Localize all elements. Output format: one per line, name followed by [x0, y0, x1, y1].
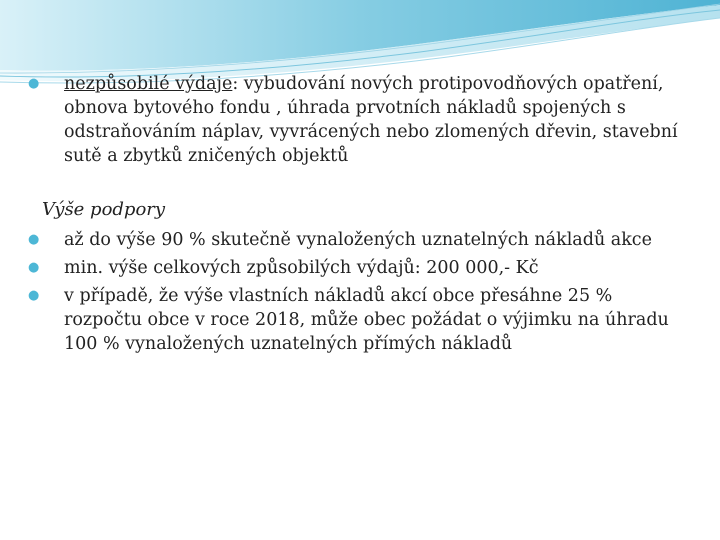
support-bullet-text: min. výše celkových způsobilých výdajů: 200 000,- Kč [64, 258, 539, 278]
support-bullet-3 [22, 284, 690, 356]
bullet-icon: ● [28, 260, 40, 275]
support-bullet-text: v případě, že výše vlastních nákladů akcí obce přesáhne 25 % rozpočtu obce v roce 2018, může obec požádat o výjimku na úhradu 100 % vynaložených uznatelných přímých nákladů [64, 286, 669, 354]
bullet-icon: ● [28, 288, 40, 303]
support-bullet-1 [22, 228, 690, 252]
intro-bullet [22, 72, 690, 168]
bullet-icon: ● [28, 76, 40, 91]
bullet-icon: ● [28, 232, 40, 247]
support-bullet-2 [22, 256, 690, 280]
support-bullet-text: až do výše 90 % skutečně vynaložených uznatelných nákladů akce [64, 230, 652, 250]
lead-term: nezpůsobilé výdaje [64, 74, 233, 94]
section-heading: Výše podpory [42, 199, 166, 220]
slide-body [22, 72, 690, 356]
intro-text: : vybudování nových protipovodňových opatření, obnova bytového fondu , úhrada prvotních nákladů spojených s odstraňováním náplav, vyvrácených nebo zlomených dřevin, stavební sutě a zbytků zničených objektů [64, 74, 678, 166]
